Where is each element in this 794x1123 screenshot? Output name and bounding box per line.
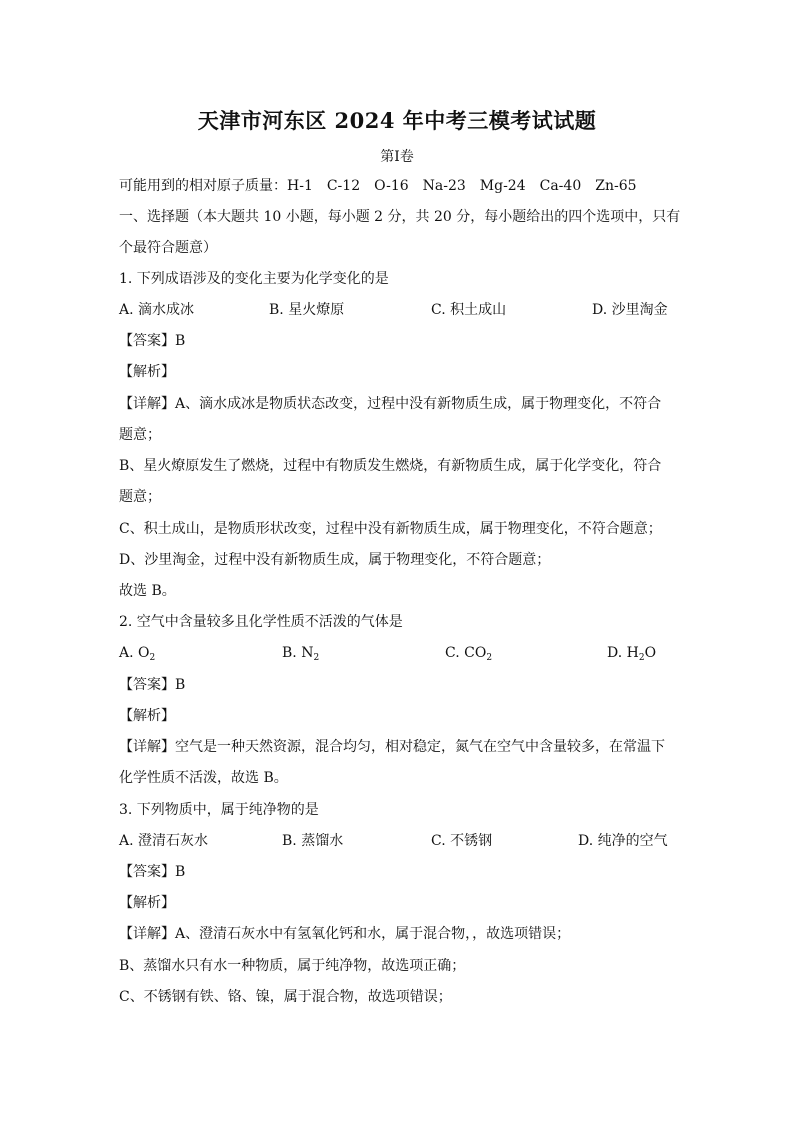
question-3-detail-line: C、不锈钢有铁、铬、镍，属于混合物，故选项错误；	[119, 989, 452, 1005]
option-d: D. 沙里淘金	[592, 302, 668, 318]
question-3-stem: 3. 下列物质中，属于纯净物的是	[119, 802, 319, 818]
option-text: B. N	[282, 645, 314, 661]
page-title: 天津市河东区 2024 年中考三模考试试题	[197, 108, 597, 133]
option-d	[607, 643, 656, 663]
question-1-detail-line: C、积土成山，是物质形状改变，过程中没有新物质生成，属于物理变化，不符合题意；	[119, 521, 662, 537]
section-heading-cont: 个最符合题意）	[119, 240, 217, 256]
question-2-analysis: 【解析】	[119, 708, 175, 724]
option-text: O	[644, 645, 657, 661]
option-c: C. 不锈钢	[431, 833, 493, 849]
question-2-detail-line: 【详解】空气是一种天然资源，混合均匀，相对稳定，氮气在空气中含量较多，在常温下	[119, 739, 665, 755]
atomic-masses: 可能用到的相对原子质量：H-1 C-12 O-16 Na-23 Mg-24 Ca-40 Zn-65	[119, 178, 637, 194]
option-a: A. 澄清石灰水	[119, 833, 209, 849]
option-text: A. O	[119, 645, 150, 661]
option-c: C. 积土成山	[431, 302, 507, 318]
question-1-detail-line: 故选 B。	[119, 583, 176, 599]
question-1-detail-line: 【详解】A、滴水成冰是物质状态改变，过程中没有新物质生成，属于物理变化，不符合	[119, 396, 662, 412]
subscript: 2	[313, 653, 320, 663]
option-text: D. H	[607, 645, 639, 661]
question-1-answer: 【答案】B	[119, 333, 186, 349]
question-1-analysis: 【解析】	[119, 364, 175, 380]
question-3-analysis: 【解析】	[119, 895, 175, 911]
question-1-detail-line: 题意；	[119, 427, 161, 443]
option-d: D. 纯净的空气	[578, 833, 668, 849]
option-b: B. 蒸馏水	[282, 833, 344, 849]
question-3-detail-line: 【详解】A、澄清石灰水中有氢氧化钙和水，属于混合物，，故选项错误；	[119, 926, 571, 942]
question-2-detail-line: 化学性质不活泼，故选 B。	[119, 770, 288, 786]
subscript: 2	[638, 653, 645, 663]
option-b	[282, 643, 319, 663]
section-heading: 一、选择题（本大题共 10 小题，每小题 2 分，共 20 分，每小题给出的四个选项中，只有	[119, 209, 681, 225]
question-1-detail-line: 题意；	[119, 489, 161, 505]
option-a	[119, 643, 155, 663]
question-3-answer: 【答案】B	[119, 864, 186, 880]
subscript: 2	[149, 653, 156, 663]
question-1-stem: 1. 下列成语涉及的变化主要为化学变化的是	[119, 271, 389, 287]
option-b: B. 星火燎原	[269, 302, 345, 318]
subscript: 2	[486, 653, 493, 663]
volume-label: 第Ⅰ卷	[380, 149, 414, 165]
question-2-stem: 2. 空气中含量较多且化学性质不活泼的气体是	[119, 614, 403, 630]
option-c	[445, 643, 492, 663]
option-a: A. 滴水成冰	[119, 302, 195, 318]
option-text: C. CO	[445, 645, 487, 661]
question-2-answer: 【答案】B	[119, 677, 186, 693]
question-1-detail-line: B、星火燎原发生了燃烧，过程中有物质发生燃烧，有新物质生成，属于化学变化，符合	[119, 458, 662, 474]
question-1-detail-line: D、沙里淘金，过程中没有新物质生成，属于物理变化，不符合题意；	[119, 552, 551, 568]
question-3-detail-line: B、蒸馏水只有水一种物质，属于纯净物，故选项正确；	[119, 958, 466, 974]
